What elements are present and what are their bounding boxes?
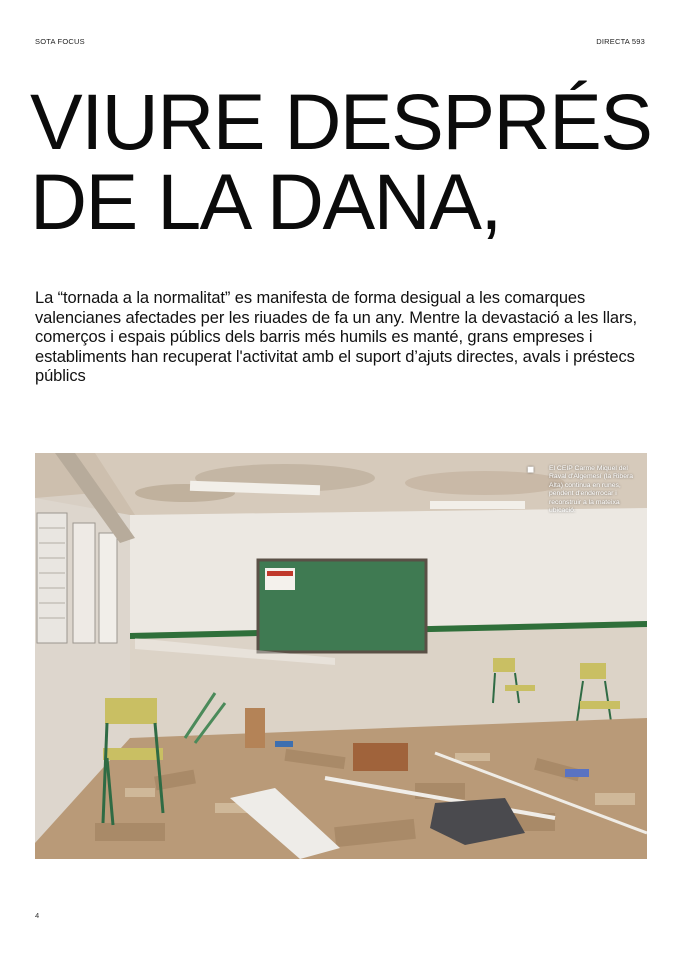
- headline: [30, 77, 652, 246]
- lede-paragraph: La “tornada a la normalitat” es manifesta de forma desigual a les comarques valencianes afectades per les riuades de fa un any. Mentre la devastació a les llars, comerços i espais públics dels barris més humils es manté, grans empreses i establiments han recuperat l'activitat amb el suport d’ajuts directes, avals i préstecs públics: [35, 289, 638, 385]
- photo-caption: [527, 464, 641, 515]
- headline-line-2: DE LA DANA,: [30, 157, 501, 246]
- issue-label: DIRECTA 593: [596, 37, 645, 46]
- photo-caption-text: El CEIP Carme Miquel del Raval d'Algemesí (la Ribera Alta) continua en runes, pendent d'enderrocar i reconstruir a la mateixa ubicació.: [549, 465, 634, 515]
- article-photo: [35, 453, 647, 859]
- section-label: SOTA FOCUS: [35, 37, 85, 46]
- page-number: 4: [35, 911, 40, 920]
- headline-line-1: VIURE DESPRÉS: [30, 77, 652, 166]
- camera-icon: ◼: [527, 464, 535, 474]
